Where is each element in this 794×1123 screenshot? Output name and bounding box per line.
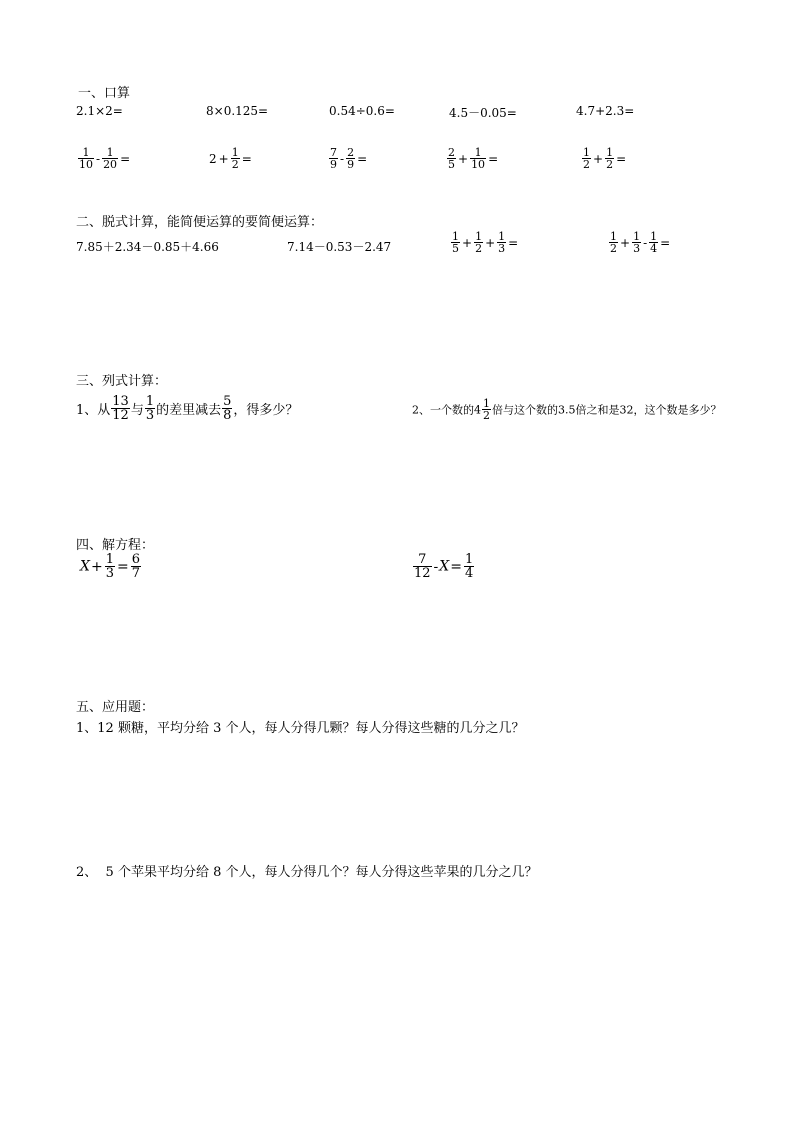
oral-calc-3: 0.54÷0.6= (329, 104, 395, 118)
fraction: $\frac{1}{4}$ (650, 230, 658, 255)
word-problem-2: 2、 5 个苹果平均分给 8 个人，每人分得几个？每人分得这些苹果的几分之几？ (76, 865, 538, 880)
fraction: $\frac{1}{4}$ (464, 552, 474, 581)
section-4-title: 四、解方程： (76, 538, 155, 553)
stepwise-calc-4: $\frac{1}{2}$ + $\frac{1}{3}$ - $\frac{1}{4}$ = (610, 230, 671, 255)
fraction: $\frac{1}{3}$ (145, 394, 155, 423)
oral-calc-1: 2.1×2= (76, 104, 123, 118)
oral-calc-5: 4.7+2.3= (576, 104, 635, 118)
stepwise-calc-2: 7.14－0.53－2.47 (287, 240, 392, 254)
oral-fraction-3: $\frac{7}{9}$ - $\frac{2}{9}$ = (330, 146, 368, 171)
stepwise-calc-1: 7.85＋2.34－0.85＋4.66 (76, 240, 219, 254)
section-2-title: 二、脱式计算，能简便运算的要简便运算： (76, 215, 324, 230)
expression-problem-2: 2、一个数的4 $\frac{1}{2}$ 倍与这个数的3.5倍之和是32，这个数是多少？ (412, 397, 722, 422)
oral-calc-4: 4.5－0.05= (449, 106, 517, 120)
fraction: $\frac{1}{2}$ (483, 397, 490, 422)
oral-calc-2: 8×0.125= (206, 104, 269, 118)
fraction: $\frac{1}{3}$ (633, 230, 641, 255)
fraction: $\frac{1}{2}$ (606, 146, 614, 171)
fraction: $\frac{7}{12}$ (414, 552, 431, 581)
section-3-title: 三、列式计算： (76, 374, 168, 389)
fraction: $\frac{7}{9}$ (330, 146, 337, 171)
section-1-title: 一、口算 (78, 86, 131, 101)
fraction: $\frac{2}{5}$ (448, 146, 455, 171)
equation-2: $\frac{7}{12}$ -X= $\frac{1}{4}$ (414, 552, 474, 581)
expression-problem-1: 1、从 $\frac{13}{12}$ 与 $\frac{1}{3}$ 的差里减去 $\frac{5}{8}$ ，得多少？ (76, 394, 299, 423)
fraction: $\frac{1}{10}$ (471, 146, 486, 171)
oral-fraction-1: $\frac{1}{10}$ - $\frac{1}{20}$ = (79, 146, 131, 171)
fraction: $\frac{1}{2}$ (475, 230, 483, 255)
fraction: $\frac{1}{2}$ (583, 146, 590, 171)
oral-fraction-2: 2 + $\frac{1}{2}$ = (209, 146, 252, 171)
fraction: $\frac{5}{8}$ (223, 394, 232, 423)
section-5-title: 五、应用题： (76, 700, 155, 715)
word-problem-1: 1、12 颗糖，平均分给 3 个人，每人分得几颗？每人分得这些糖的几分之几？ (76, 721, 525, 736)
stepwise-calc-3: $\frac{1}{5}$ + $\frac{1}{2}$ + $\frac{1}{3}$ = (452, 230, 519, 255)
fraction: $\frac{1}{10}$ (79, 146, 93, 171)
fraction: $\frac{6}{7}$ (131, 552, 140, 581)
fraction: $\frac{1}{2}$ (610, 230, 617, 255)
oral-fraction-5: $\frac{1}{2}$ + $\frac{1}{2}$ = (583, 146, 627, 171)
fraction: $\frac{13}{12}$ (112, 394, 129, 423)
equation-1: X+ $\frac{1}{3}$ = $\frac{6}{7}$ (80, 552, 140, 581)
fraction: $\frac{1}{5}$ (452, 230, 459, 255)
oral-fraction-4: $\frac{2}{5}$ + $\frac{1}{10}$ = (448, 146, 499, 171)
fraction: $\frac{2}{9}$ (347, 146, 355, 171)
fraction: $\frac{1}{2}$ (231, 146, 239, 171)
fraction: $\frac{1}{3}$ (105, 552, 114, 581)
fraction: $\frac{1}{20}$ (103, 146, 118, 171)
fraction: $\frac{1}{3}$ (498, 230, 506, 255)
